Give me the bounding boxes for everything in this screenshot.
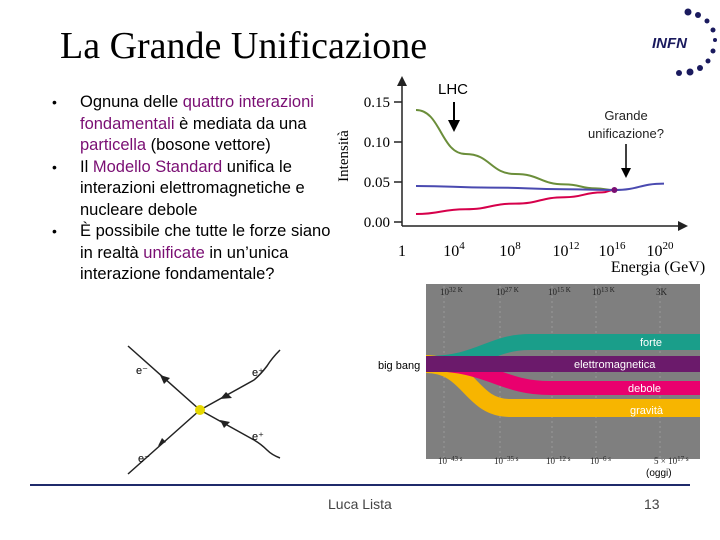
unification-label-line2: unificazione?	[588, 126, 664, 141]
y-tick-label: 0.10	[363, 135, 390, 151]
temperature-label: $10^{27 K}$	[496, 286, 519, 297]
feynman-diagram	[104, 344, 304, 494]
footer-author: Luca Lista	[328, 496, 392, 512]
feynman-label-e-minus-top: e⁻	[136, 365, 148, 377]
y-axis-label: Intensità	[336, 130, 352, 182]
bullet-text: unifica le interazioni elettromagnetiche e nucleare debole	[80, 157, 305, 219]
highlighted-text: particella	[80, 136, 147, 154]
y-ticks	[364, 95, 402, 231]
temperature-label: 3K	[656, 287, 667, 297]
series-line-1	[416, 190, 614, 214]
unification-point	[611, 187, 617, 193]
time-label: $10^{-12 s}$	[546, 455, 571, 466]
bullet-dot: •	[52, 223, 57, 239]
lhc-label: LHC	[438, 81, 469, 98]
temperature-label: $10^{32 K}$	[440, 286, 463, 297]
bullet-text: Ognuna delle	[80, 93, 183, 111]
strong-label: forte	[640, 337, 663, 349]
feynman-label-e-plus-top: e⁺	[252, 367, 264, 379]
unification-arrow-head	[621, 168, 631, 178]
y-axis-arrow	[397, 76, 407, 86]
temperature-label: $10^{15 K}$	[548, 286, 571, 297]
highlighted-text: quattro interazioni fondamentali	[80, 93, 314, 133]
bullet-text: è mediata da una	[174, 114, 307, 133]
bullet-text: Il	[80, 157, 93, 176]
slide-title: La Grande Unificazione	[60, 25, 428, 67]
series-line-0	[416, 110, 614, 190]
series-line-2	[416, 184, 664, 190]
x-tick-label: $10^4$	[443, 240, 465, 260]
logo-text: INFN	[652, 35, 687, 52]
x-tick-label: $10^{20}$	[646, 240, 674, 260]
coupling-chart	[320, 70, 720, 290]
feynman-label-e-minus-bottom: e⁻	[138, 453, 150, 465]
weak-label: debole	[628, 383, 662, 395]
today-label: (oggi)	[646, 468, 672, 479]
time-label: $5 \times 10^{17 s}$	[654, 455, 689, 466]
bullet-list	[42, 92, 332, 286]
bullet-item	[42, 221, 332, 286]
big-bang-label: big bang	[378, 360, 421, 372]
bullet-dot: •	[52, 158, 57, 175]
time-label: $10^{-6 s}$	[590, 455, 611, 466]
time-label: $10^{-35 s}$	[494, 455, 519, 466]
highlighted-text: Modello Standard	[92, 157, 223, 176]
x-tick-label: $10^{12}$	[552, 240, 580, 260]
unification-label-line1: Grande	[604, 108, 648, 123]
y-tick-label: 0.05	[363, 175, 390, 191]
x-axis-arrow	[678, 221, 688, 231]
x-ticks	[398, 240, 674, 260]
bullet-text: in un’unica interazione fondamentale?	[80, 243, 289, 283]
em-label: elettromagnetica	[574, 359, 656, 371]
x-tick-label: $10^{16}$	[598, 240, 626, 260]
x-tick-label: 1	[398, 243, 406, 260]
force-evolution-diagram	[360, 278, 700, 483]
infn-logo	[618, 6, 718, 78]
time-label: $10^{-43 s}$	[438, 455, 463, 466]
bullet-text: È possibile che tutte le forze siano in realtà	[80, 222, 331, 262]
footer-divider	[30, 484, 690, 486]
bullet-dot: •	[52, 94, 57, 110]
x-axis-label: Energia (GeV)	[610, 259, 706, 276]
feynman-label-e-plus-bottom: e⁺	[252, 431, 264, 443]
highlighted-text: unificate	[143, 243, 205, 262]
bullet-text: (bosone vettore)	[146, 136, 271, 154]
temperature-label: $10^{13 K}$	[592, 286, 615, 297]
lhc-arrow-head	[448, 120, 460, 132]
bullet-item	[42, 92, 332, 157]
y-tick-label: 0.15	[363, 95, 390, 111]
y-tick-label: 0.00	[363, 215, 390, 231]
gravity-label: gravità	[630, 405, 664, 417]
x-tick-label: $10^8$	[499, 240, 521, 260]
bullet-item	[42, 157, 332, 222]
page-number: 13	[644, 496, 660, 512]
